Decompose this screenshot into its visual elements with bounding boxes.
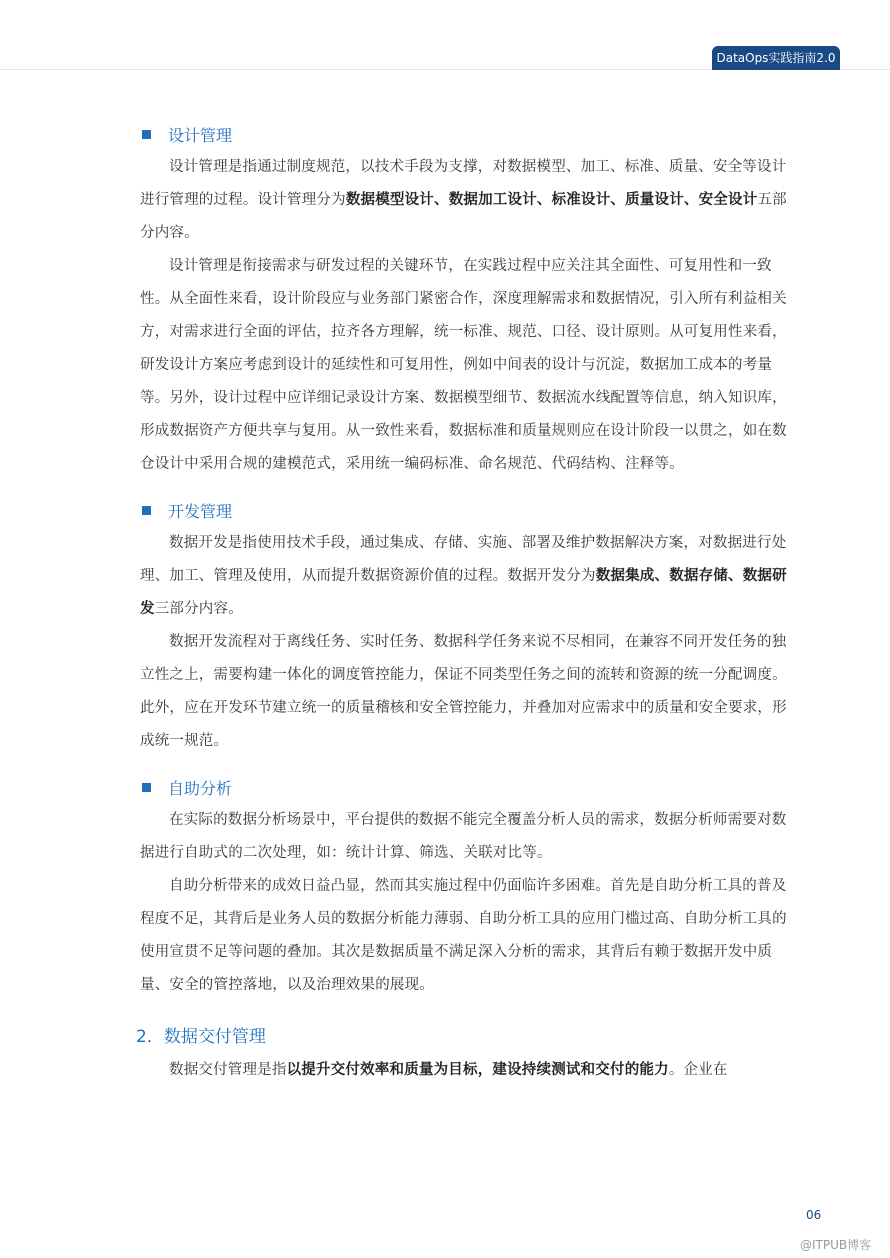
paragraph: 在实际的数据分析场景中，平台提供的数据不能完全覆盖分析人员的需求，数据分析师需要对数据进行自助式的二次处理，如：统计计算、筛选、关联对比等。 <box>140 812 787 861</box>
paragraph-text: 数据交付管理是指 <box>169 1062 287 1078</box>
paragraph-text: 数据开发是指使用技术手段，通过集成、存储、实施、部署及维护数据解决方案，对数据进行处理、加工、管理及使用，从而提升数据资源价值的过程。数据开发分为 <box>140 535 787 584</box>
section-heading-design <box>140 117 792 151</box>
paragraph: 设计管理是衔接需求与研发过程的关键环节，在实践过程中应关注其全面性、可复用性和一致性。从全面性来看，设计阶段应与业务部门紧密合作，深度理解需求和数据情况，引入所有利益相关方，对需求进行全面的评估，拉齐各方理解，统一标准、规范、口径、设计原则。从可复用性来看，研发设计方案应考虑到设计的延续性和可复用性，例如中间表的设计与沉淀，数据加工成本的考量等。另外，设计过程中应详细记录设计方案、数据模型细节、数据流水线配置等信息，纳入知识库，形成数据资产方便共享与复用。从一致性来看，数据标准和质量规则应在设计阶段一以贯之，如在数仓设计中采用合规的建模范式，采用统一编码标准、命名规范、代码结构、注释等。 <box>140 258 787 472</box>
section-title: 开发管理 <box>168 501 233 521</box>
paragraph-text: 设计管理是指通过制度规范，以技术手段为支撑，对数据模型、加工、标准、质量、安全等设计进行管理的过程。设计管理分为 <box>140 159 787 208</box>
section-heading-dev <box>140 493 792 527</box>
paragraph-text: 五部分内容。 <box>140 192 787 241</box>
paragraph: 自助分析带来的成效日益凸显，然而其实施过程中仍面临许多困难。首先是自助分析工具的普及程度不足，其背后是业务人员的数据分析能力薄弱、自助分析工具的应用门槛过高、自助分析工具的使用宣贯不足等问题的叠加。其次是数据质量不满足深入分析的需求，其背后有赖于数据开发中质量、安全的管控落地，以及治理效果的展现。 <box>140 878 787 993</box>
page-number: 06 <box>806 1208 822 1222</box>
section-title: 自助分析 <box>168 778 233 798</box>
bold-text: 数据模型设计、数据加工设计、标准设计、质量设计、安全设计 <box>345 192 758 208</box>
page-content <box>136 117 792 1087</box>
bold-text: 以提升交付效率和质量为目标，建设持续测试和交付的能力 <box>286 1062 669 1078</box>
paragraph-text: 三部分内容。 <box>154 601 243 617</box>
square-bullet-icon <box>142 506 151 515</box>
square-bullet-icon <box>142 783 151 792</box>
section-heading-self <box>140 770 792 804</box>
paragraph <box>140 1054 792 1087</box>
paragraph <box>140 527 792 626</box>
square-bullet-icon <box>142 130 151 139</box>
paragraph: 数据开发流程对于离线任务、实时任务、数据科学任务来说不尽相同，在兼容不同开发任务的独立性之上，需要构建一体化的调度管控能力，保证不同类型任务之间的流转和资源的统一分配调度。此外，应在开发环节建立统一的质量稽核和安全管控能力，并叠加对应需求中的质量和安全要求，形成统一规范。 <box>140 634 787 749</box>
paragraph-text: 。企业在 <box>668 1062 728 1078</box>
numbered-heading: 2．数据交付管理 <box>136 1027 266 1047</box>
header-badge: DataOps实践指南2.0 <box>712 46 840 70</box>
section-title: 设计管理 <box>168 125 233 145</box>
paragraph <box>140 151 792 250</box>
watermark: @ITPUB博客 <box>800 1238 872 1252</box>
bold-text: 数据集成、数据存储、数据研发 <box>140 568 787 617</box>
